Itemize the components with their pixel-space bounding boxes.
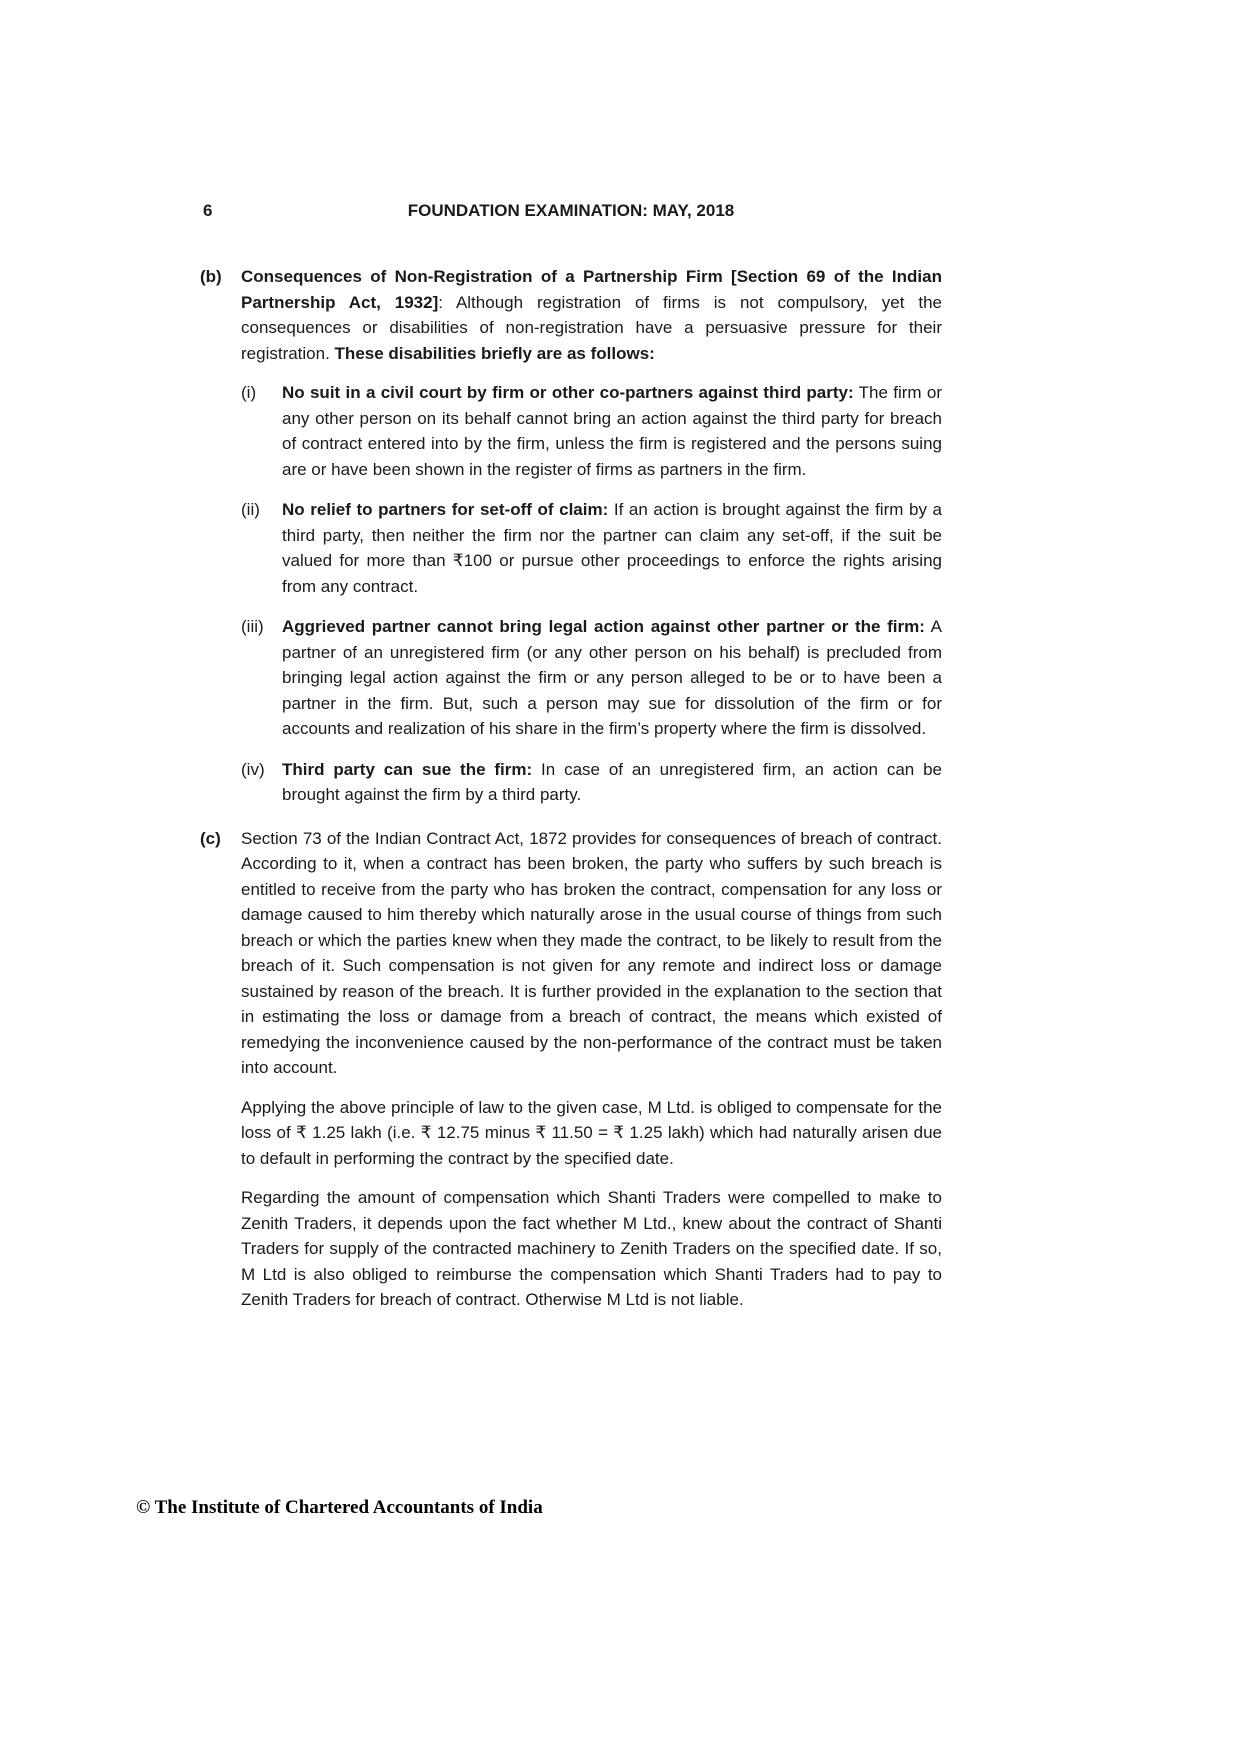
item-c — [200, 826, 942, 1313]
page-content — [200, 264, 942, 1331]
subitem-iii-paragraph — [282, 614, 942, 742]
subitem-i-label: (i) — [241, 383, 257, 402]
subitem-iv-heading: Third party can sue the firm: — [282, 759, 533, 779]
item-c-paragraph-1: Section 73 of the Indian Contract Act, 1872 provides for consequences of breach of contract. According to it, when a contract has been broken, the party who suffers by such breach is entitled to receive from the party who has broken the contract, compensation for any loss or damage caused to him thereby which naturally arose in the usual course of things from such breach or which the parties knew when they made the contract, to be likely to result from the breach of it. Such compensation is not given for any remote and indirect loss or damage sustained by reason of the breach. It is further provided in the explanation to the section that in estimating the loss or damage from a breach of contract, the means which existed of remedying the inconvenience caused by the non-performance of the contract must be taken into account. — [241, 828, 942, 1077]
subitem-i-text: The firm or any other person on its behalf cannot bring an action against the third party for breach of contract entered into by the firm, unless the firm is registered and the persons suing are or have been shown in the register of firms as partners in the firm. — [282, 383, 943, 479]
subitem-i — [241, 380, 942, 482]
subitem-ii-label: (ii) — [241, 500, 260, 519]
subitem-iii — [241, 614, 942, 742]
subitem-iv-body — [282, 757, 942, 808]
subitem-i-paragraph — [282, 380, 942, 482]
item-c-paragraph-2: Applying the above principle of law to the given case, M Ltd. is obliged to compensate for the loss of ₹ 1.25 lakh (i.e. ₹ 12.75 minus ₹ 11.50 = ₹ 1.25 lakh) which had naturally arisen due to default in performing the contract by the specified date. — [241, 1097, 942, 1168]
item-b-body — [241, 264, 942, 808]
subitem-i-body — [282, 380, 942, 482]
subitem-iv-text: In case of an unregistered firm, an action can be brought against the firm by a third party. — [282, 759, 943, 804]
page-footer: © The Institute of Chartered Accountants of India — [136, 1497, 543, 1518]
item-b-heading: Consequences of Non-Registration of a Partnership Firm [Section 69 of the Indian Partnership Act, 1932] — [241, 267, 942, 312]
item-c-paragraph-3: Regarding the amount of compensation which Shanti Traders were compelled to make to Zenith Traders, it depends upon the fact whether M Ltd., knew about the contract of Shanti Traders for supply of the contracted machinery to Zenith Traders on the specified date. If so, M Ltd is also obliged to reimburse the compensation which Shanti Traders had to pay to Zenith Traders for breach of contract. Otherwise M Ltd is not liable. — [241, 1188, 942, 1309]
item-c-label: (c) — [200, 828, 221, 848]
subitem-ii-body — [282, 497, 942, 599]
item-b-intro-paragraph — [241, 264, 942, 366]
subitem-ii-paragraph — [282, 497, 942, 599]
header-title: FOUNDATION EXAMINATION: MAY, 2018 — [407, 201, 735, 220]
subitem-iv — [241, 757, 942, 808]
subitem-iii-text: A partner of an unregistered firm (or any other person on his behalf) is precluded from bringing legal action against the firm or any person alleged to be or to have been a partner in the firm. But, such a person may sue for dissolution of the firm or for accounts and realization of his share in the firm’s property where the firm is dissolved. — [282, 617, 942, 738]
subitem-iv-paragraph — [282, 757, 942, 808]
subitem-iii-heading: Aggrieved partner cannot bring legal action against other partner or the firm: — [282, 617, 925, 636]
subitem-i-heading: No suit in a civil court by firm or other co-partners against third party: — [282, 383, 854, 402]
item-b-label: (b) — [200, 267, 222, 286]
item-c-body — [241, 826, 942, 1313]
subitem-iii-label: (iii) — [241, 617, 264, 636]
subitem-ii — [241, 497, 942, 599]
page-header — [200, 198, 942, 224]
subitem-iv-label: (iv) — [241, 759, 265, 779]
item-b — [200, 264, 942, 808]
subitem-ii-text: If an action is brought against the firm by a third party, then neither the firm nor the partner can claim any set-off, if the suit be valued for more than ₹100 or pursue other proceedings to enforce the rights arising from any contract. — [282, 500, 942, 596]
item-b-intro-text: : Although registration of firms is not compulsory, yet the consequences or disabilities of non-registration have a persuasive pressure for their registration. — [241, 292, 942, 363]
subitem-iii-body — [282, 614, 942, 742]
subitem-ii-heading: No relief to partners for set-off of claim: — [282, 500, 609, 519]
item-b-intro-tail: These disabilities briefly are as follows: — [334, 343, 655, 363]
page-number: 6 — [203, 201, 213, 220]
